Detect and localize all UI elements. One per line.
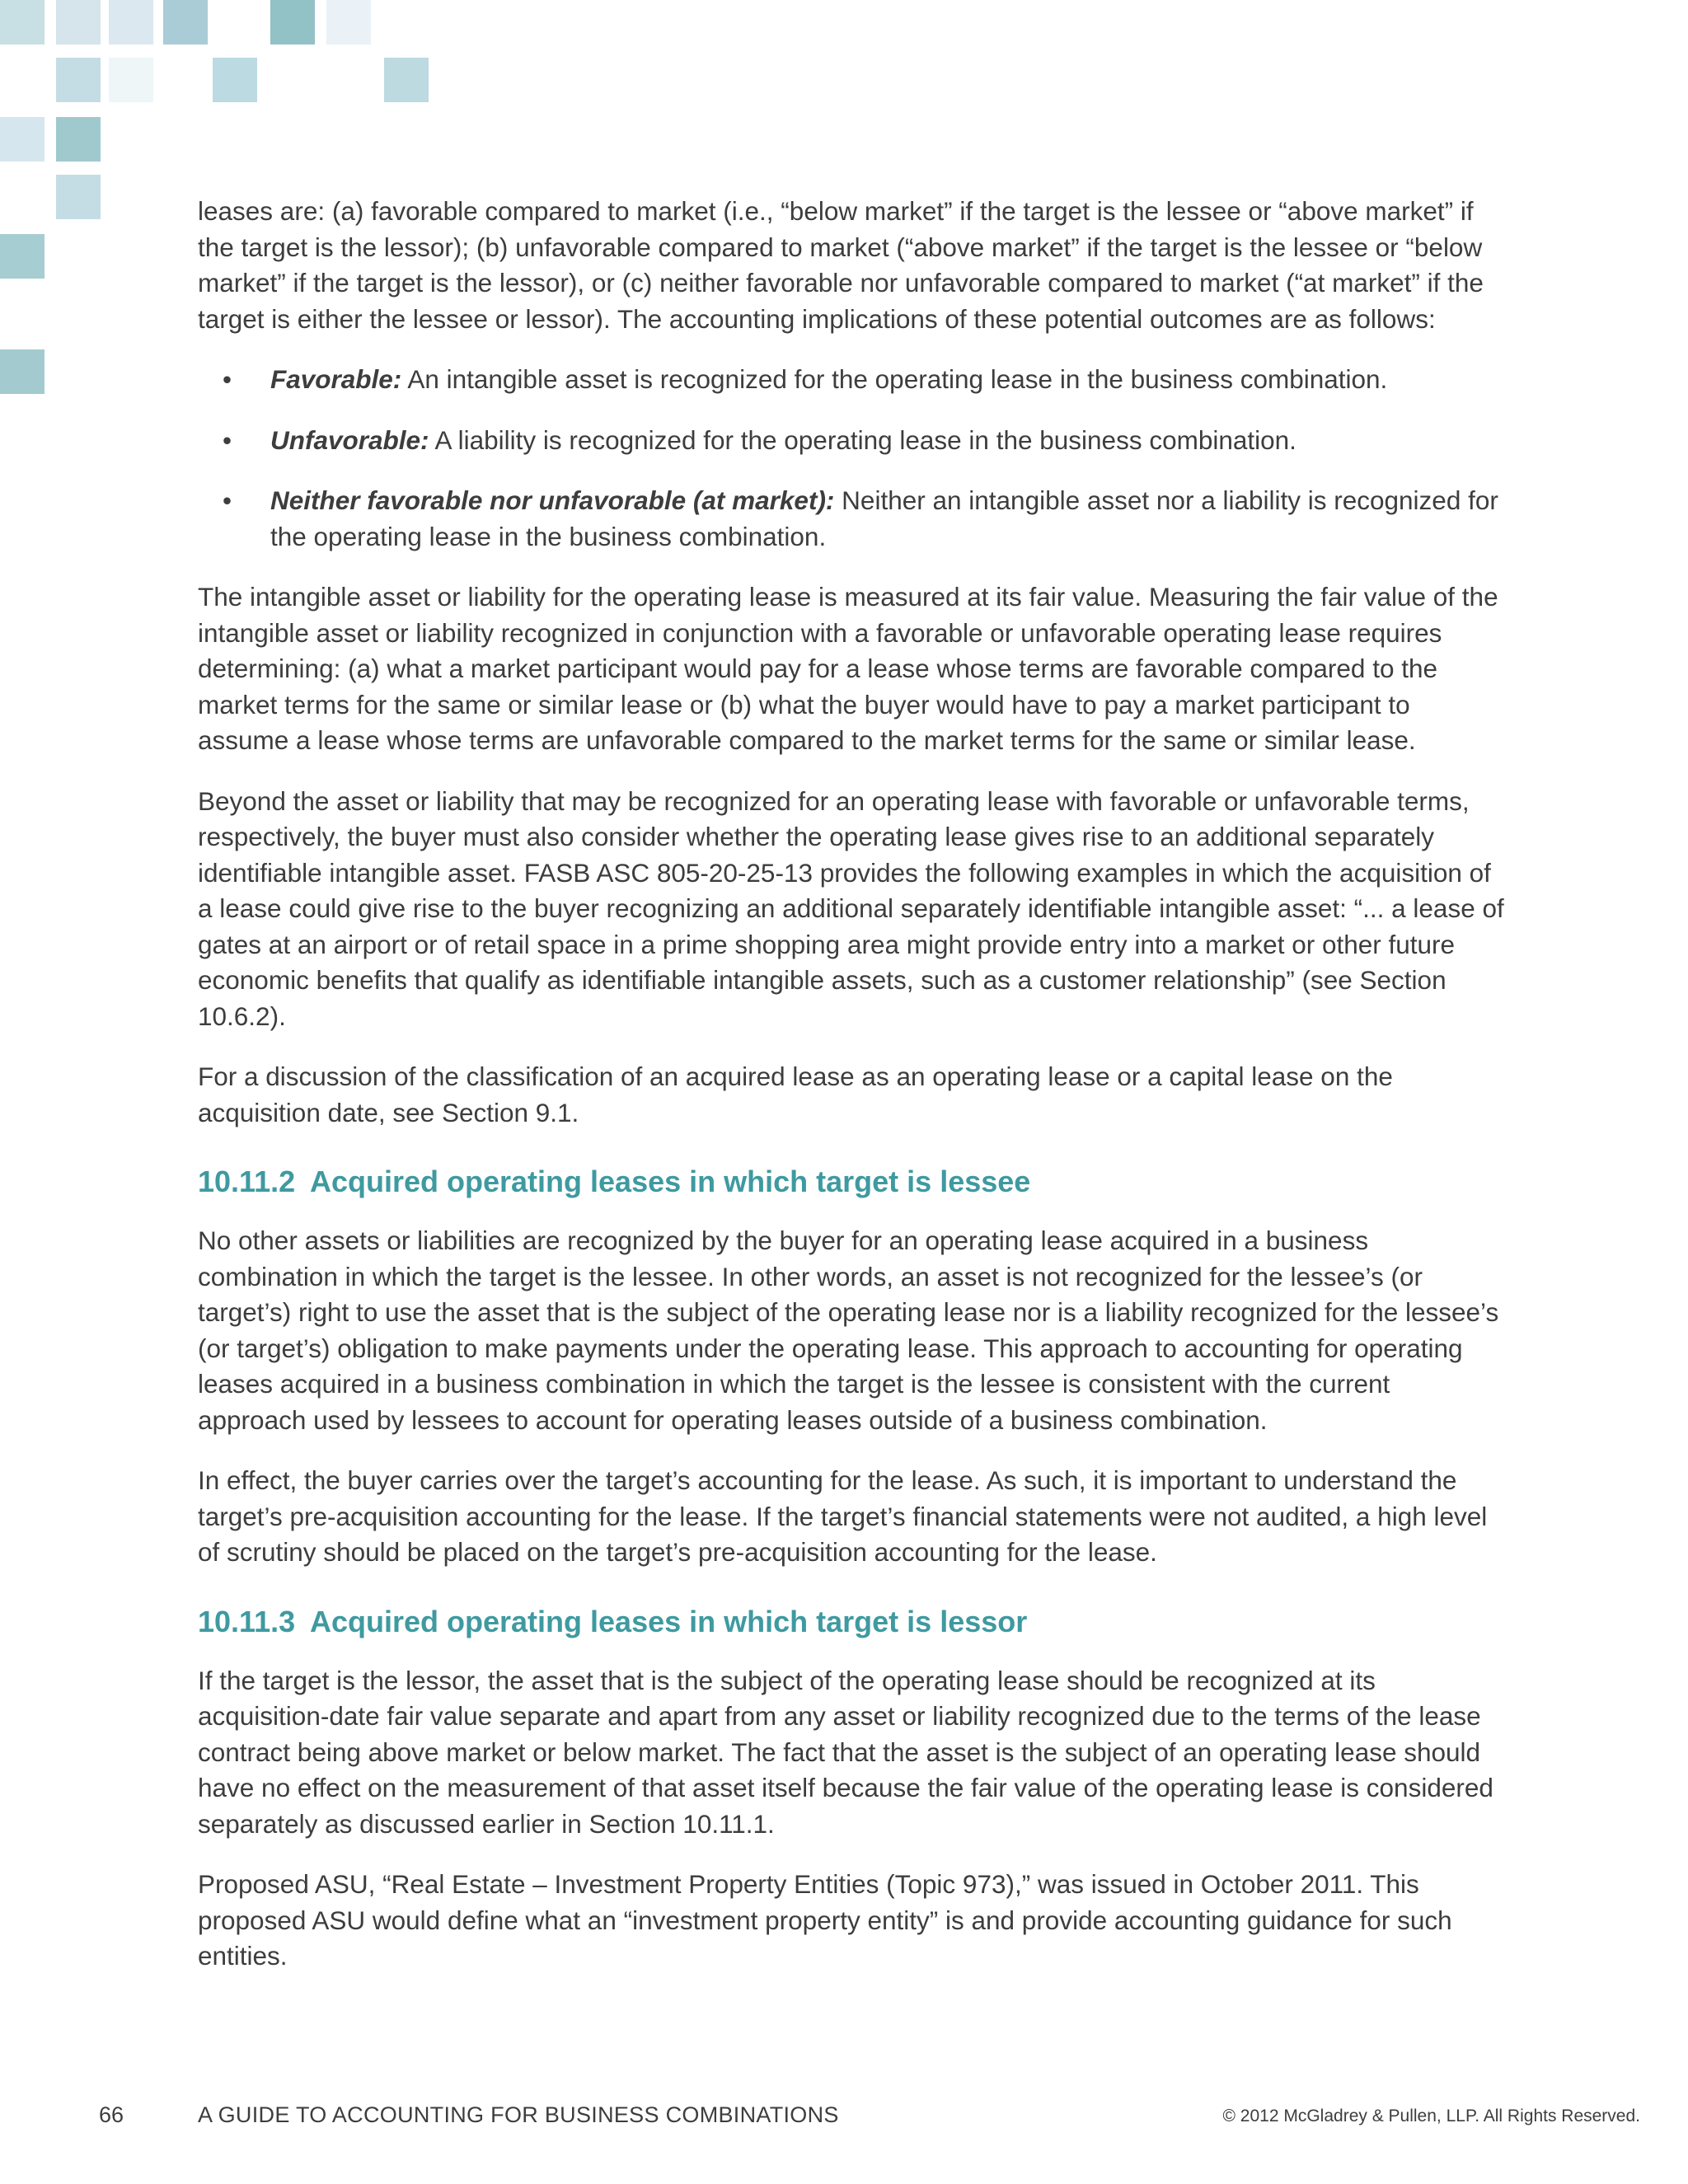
copyright-notice: © 2012 McGladrey & Pullen, LLP. All Rights Reserved. bbox=[1222, 2107, 1640, 2125]
page-number: 66 bbox=[99, 2102, 124, 2127]
bullet-icon: • bbox=[223, 364, 232, 394]
decor-square bbox=[56, 0, 101, 45]
bullet-term: Unfavorable: bbox=[270, 424, 429, 455]
list-item bbox=[198, 483, 1504, 555]
section-number: 10.11.3 bbox=[198, 1604, 296, 1638]
decor-square bbox=[109, 58, 153, 102]
decor-square bbox=[109, 0, 153, 45]
list-item bbox=[198, 362, 1504, 398]
decor-square bbox=[0, 234, 45, 279]
lessor-paragraph: Proposed ASU, “Real Estate – Investment Property Entities (Topic 973),” was issued in October 2011. This proposed ASU would define what an “investment property entity” is and provide accounting guidance for such entities. bbox=[198, 1869, 1452, 1971]
section-title: Acquired operating leases in which target is lessor bbox=[310, 1604, 1028, 1638]
section-title: Acquired operating leases in which target is lessee bbox=[310, 1165, 1031, 1198]
decor-square bbox=[163, 0, 208, 45]
decor-square bbox=[270, 0, 315, 45]
bullet-text: Neither an intangible asset nor a liability is recognized for the operating lease in the business combination. bbox=[270, 485, 1498, 551]
lessor-paragraph: If the target is the lessor, the asset that is the subject of the operating lease should be recognized at its acquisition-date fair value separate and apart from any asset or liability recognized due to the terms of the lease contract being above market or below market. The fact that the asset is the subject of an operating lease should have no effect on the measurement of that asset itself because the fair value of the operating lease is considered separately as discussed earlier in Section 10.11.1. bbox=[198, 1665, 1493, 1839]
intro-paragraph: leases are: (a) favorable compared to market (i.e., “below market” if the target is the lessee or “above market” if the target is the lessor); (b) unfavorable compared to market (“above market” if the target is the lessee or “below market” if the target is the lessor), or (c) neither favorable nor unfavorable compared to market (“at market” if the target is either the lessee or lessor). The accounting implications of these potential outcomes are as follows: bbox=[198, 196, 1484, 334]
footer-title: A GUIDE TO ACCOUNTING FOR BUSINESS COMBINATIONS bbox=[198, 2102, 839, 2127]
decor-square bbox=[0, 349, 45, 394]
bullet-icon: • bbox=[223, 485, 232, 515]
section-number: 10.11.2 bbox=[198, 1165, 296, 1198]
decor-square bbox=[0, 0, 45, 45]
lessee-paragraph: In effect, the buyer carries over the target’s accounting for the lease. As such, it is important to understand the target’s pre-acquisition accounting for the lease. If the target’s financial statements were not audited, a high level of scrutiny should be placed on the target’s pre-acquisition accounting for the lease. bbox=[198, 1465, 1488, 1567]
decor-square bbox=[56, 117, 101, 162]
section-heading-lessee bbox=[198, 1164, 1504, 1200]
fair-value-paragraph: The intangible asset or liability for the operating lease is measured at its fair value. Measuring the fair value of the intangible asset or liability recognized in conjunction with a favorable or unfavorable operating lease requires determining: (a) what a market participant would pay for a lease whose terms are favorable compared to the market terms for the same or similar lease or (b) what the buyer would have to pay a market participant to assume a lease whose terms are unfavorable compared to the market terms for the same or similar lease. bbox=[198, 582, 1498, 755]
page-content bbox=[198, 194, 1504, 1999]
decor-square bbox=[0, 117, 45, 162]
section-heading-lessor bbox=[198, 1604, 1504, 1640]
decor-square bbox=[56, 175, 101, 219]
lessee-paragraph: No other assets or liabilities are recognized by the buyer for an operating lease acquired in a business combination in which the target is the lessee. In other words, an asset is not recognized for the lessee’s (or target’s) right to use the asset that is the subject of the operating lease nor is a liability recognized for the lessee’s (or target’s) obligation to make payments under the operating lease. This approach to accounting for operating leases acquired in a business combination in which the target is the lessee is consistent with the current approach used by lessees to account for operating leases outside of a business combination. bbox=[198, 1226, 1499, 1435]
bullet-term: Neither favorable nor unfavorable (at market): bbox=[270, 485, 835, 515]
bullet-icon: • bbox=[223, 424, 232, 455]
outcomes-list bbox=[198, 362, 1504, 555]
decor-square bbox=[326, 0, 371, 45]
bullet-text: A liability is recognized for the operating lease in the business combination. bbox=[429, 424, 1296, 455]
bullet-term: Favorable: bbox=[270, 364, 402, 394]
decor-square bbox=[56, 58, 101, 102]
separate-intangible-paragraph: Beyond the asset or liability that may be recognized for an operating lease with favorable or unfavorable terms, respectively, the buyer must also consider whether the operating lease gives rise to an additional separately identifiable intangible asset. FASB ASC 805-20-25-13 provides the following examples in which the acquisition of a lease could give rise to the buyer recognizing an additional separately identifiable intangible asset: “... a lease of gates at an airport or of retail space in a prime shopping area might provide entry into a market or other future economic benefits that qualify as identifiable intangible assets, such as a customer relationship” (see Section 10.6.2). bbox=[198, 785, 1504, 1031]
classification-paragraph: For a discussion of the classification of an acquired lease as an operating lease or a capital lease on the acquisition date, see Section 9.1. bbox=[198, 1062, 1393, 1127]
bullet-text: An intangible asset is recognized for the operating lease in the business combination. bbox=[401, 364, 1388, 394]
list-item bbox=[198, 423, 1504, 459]
decor-square bbox=[384, 58, 429, 102]
decor-square bbox=[213, 58, 257, 102]
